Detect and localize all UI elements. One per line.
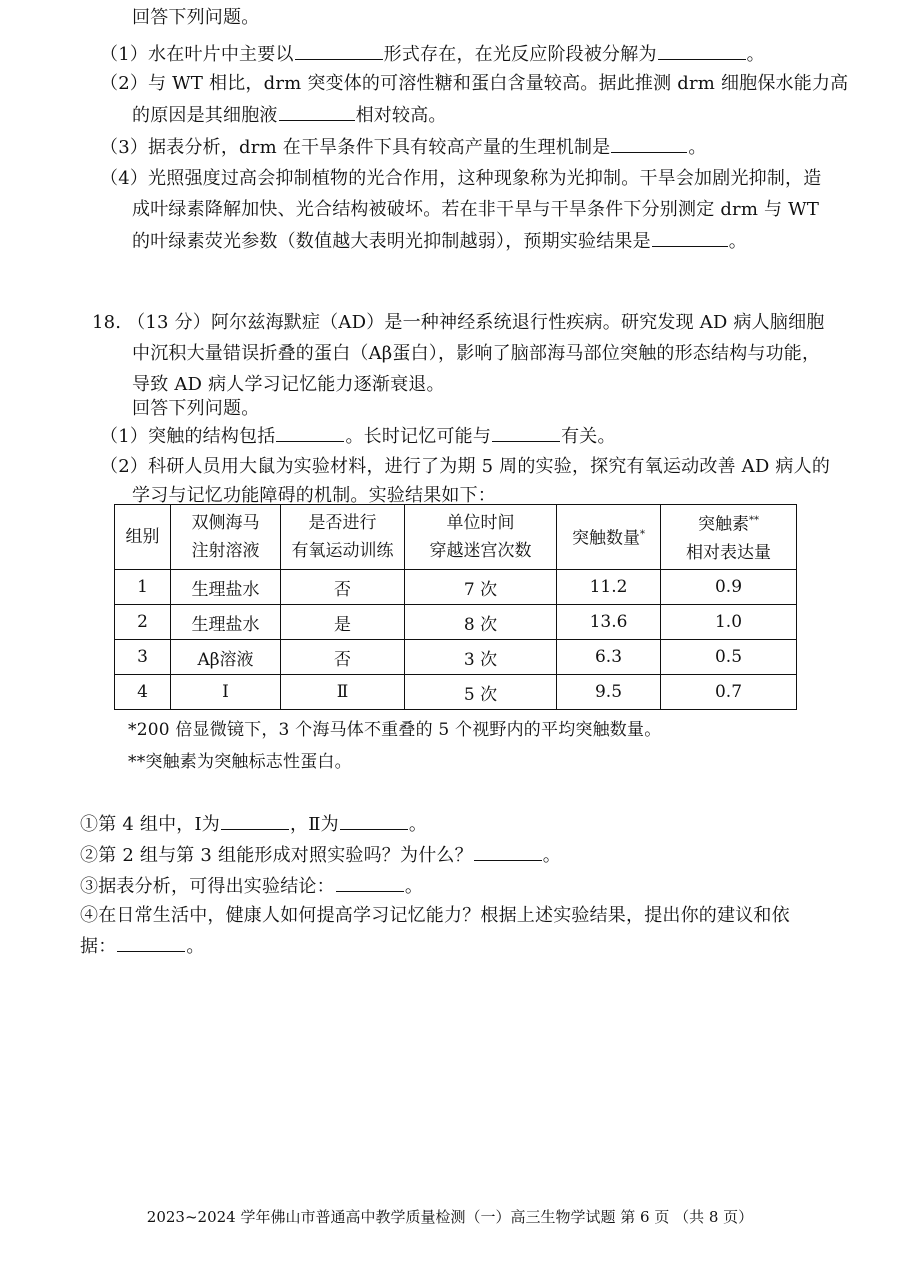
subq-2: ②第 2 组与第 3 组能形成对照实验吗？为什么？ 。 — [80, 845, 561, 866]
subq-4-line1: ④在日常生活中，健康人如何提高学习记忆能力？根据上述实验结果，提出你的建议和依 — [80, 905, 790, 926]
q18-1: （1）突触的结构包括 。长时记忆可能与 有关。 — [100, 426, 616, 447]
q17-3: （3）据表分析，drm 在干旱条件下具有较高产量的生理机制是 。 — [100, 137, 707, 158]
table-note-1: *200 倍显微镜下，3 个海马体不重叠的 5 个视野内的平均突触数量。 — [128, 720, 662, 740]
header-solution: 双侧海马 注射溶液 — [171, 505, 281, 570]
header-exercise: 是否进行 有氧运动训练 — [281, 505, 405, 570]
answer-blank[interactable] — [492, 424, 560, 442]
header-group: 组别 — [115, 505, 171, 570]
q17-4-line2: 成叶绿素降解加快、光合结构被破坏。若在非干旱与干旱条件下分别测定 drm 与 WT — [132, 199, 820, 220]
q17-4-line1: （4）光照强度过高会抑制植物的光合作用，这种现象称为光抑制。干旱会加剧光抑制，造 — [100, 168, 822, 189]
experiment-table — [114, 504, 797, 710]
answer-blank[interactable] — [336, 874, 404, 892]
table-note-2: **突触素为突触标志性蛋白。 — [128, 752, 352, 772]
table-row: 4 Ⅰ Ⅱ 5 次 9.5 0.7 — [115, 675, 797, 710]
subq-1: ①第 4 组中，Ⅰ为 ，Ⅱ为 。 — [80, 814, 428, 835]
q18-2-line1: （2）科研人员用大鼠为实验材料，进行了为期 5 周的实验，探究有氧运动改善 AD 病人的 — [100, 456, 831, 477]
q17-2-line1: （2）与 WT 相比，drm 突变体的可溶性糖和蛋白含量较高。据此推测 drm 细胞保水能力高 — [100, 73, 849, 94]
table-header-row — [115, 505, 797, 570]
answer-blank[interactable] — [652, 229, 728, 247]
q18-line1: 18. （13 分）阿尔兹海默症（AD）是一种神经系统退行性疾病。研究发现 AD 病人脑细胞 — [92, 312, 825, 333]
answer-blank[interactable] — [276, 424, 344, 442]
subq-3: ③据表分析，可得出实验结论： 。 — [80, 876, 424, 897]
header-synaptophysin: 突触素** 相对表达量 — [661, 505, 797, 570]
q18-line4: 回答下列问题。 — [132, 398, 260, 419]
q17-2-line2: 的原因是其细胞液 相对较高。 — [132, 105, 447, 126]
q18-line3: 导致 AD 病人学习记忆能力逐渐衰退。 — [132, 374, 445, 395]
answer-blank[interactable] — [658, 42, 746, 60]
answer-blank[interactable] — [221, 812, 289, 830]
answer-blank[interactable] — [279, 103, 355, 121]
q18-2-line2: 学习与记忆功能障碍的机制。实验结果如下： — [132, 485, 496, 506]
q18-line2: 中沉积大量错误折叠的蛋白（Aβ蛋白），影响了脑部海马部位突触的形态结构与功能， — [132, 343, 821, 364]
table-row: 2 生理盐水 是 8 次 13.6 1.0 — [115, 605, 797, 640]
header-synapse-count: 突触数量* — [557, 505, 661, 570]
q17-1: （1）水在叶片中主要以 形式存在，在光反应阶段被分解为 。 — [100, 44, 765, 65]
intro-line: 回答下列问题。 — [132, 7, 260, 28]
header-maze: 单位时间 穿越迷宫次数 — [405, 505, 557, 570]
answer-blank[interactable] — [611, 135, 687, 153]
table-row: 3 Aβ溶液 否 3 次 6.3 0.5 — [115, 640, 797, 675]
table-row: 1 生理盐水 否 7 次 11.2 0.9 — [115, 570, 797, 605]
page-footer: 2023~2024 学年佛山市普通高中教学质量检测（一）高三生物学试题 第 6 页 （共 8 页） — [146, 1208, 754, 1226]
answer-blank[interactable] — [474, 843, 542, 861]
q17-4-line3: 的叶绿素荧光参数（数值越大表明光抑制越弱），预期实验结果是 。 — [132, 231, 747, 252]
subq-4-line2: 据： 。 — [80, 936, 205, 957]
answer-blank[interactable] — [295, 42, 383, 60]
answer-blank[interactable] — [117, 934, 185, 952]
answer-blank[interactable] — [340, 812, 408, 830]
